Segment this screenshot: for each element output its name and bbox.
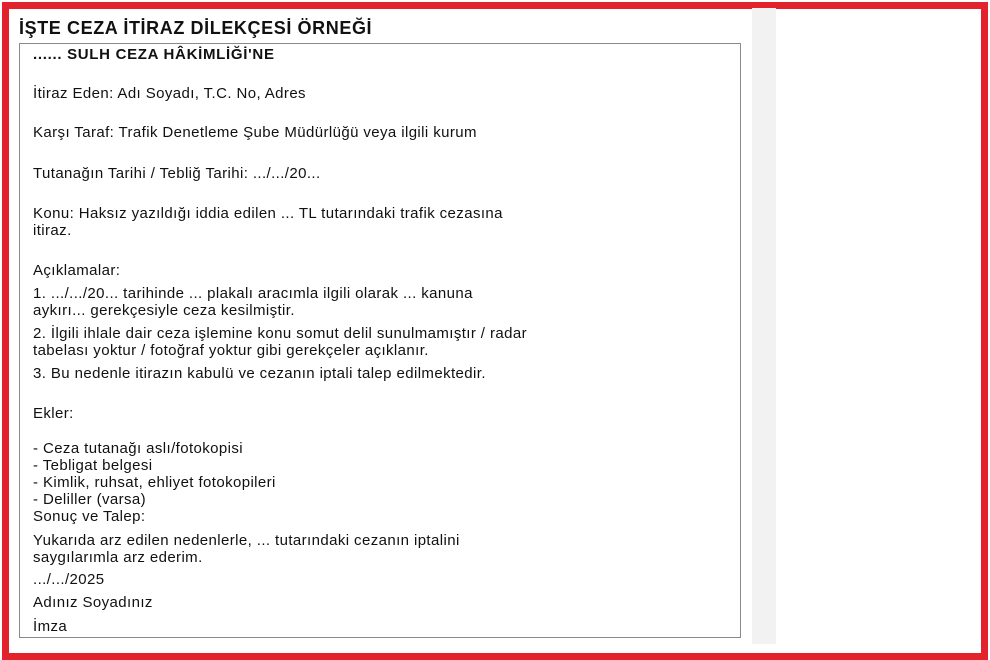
objector-line: İtiraz Eden: Adı Soyadı, T.C. No, Adres bbox=[33, 85, 306, 102]
subject-line-1: Konu: Haksız yazıldığı iddia edilen ... TL tutarındaki trafik cezasına bbox=[33, 205, 503, 222]
side-panel bbox=[752, 8, 776, 644]
conclusion-line-2: saygılarımla arz ederim. bbox=[33, 549, 203, 566]
attachment-item: - Ceza tutanağı aslı/fotokopisi bbox=[33, 440, 244, 457]
petition-document bbox=[19, 43, 741, 638]
explanation-item-1-line-1: 1. .../.../20... tarihinde ... plakalı aracımla ilgili olarak ... kanuna bbox=[33, 285, 473, 302]
date-line: .../.../2025 bbox=[33, 571, 105, 588]
explanation-item-1-line-2: aykırı... gerekçesiyle ceza kesilmiştir. bbox=[33, 302, 295, 319]
explanation-item-2-line-2: tabelası yoktur / fotoğraf yoktur gibi gerekçeler açıklanır. bbox=[33, 342, 429, 359]
explanation-item-2-line-1: 2. İlgili ihlale dair ceza işlemine konu somut delil sunulmamıştır / radar bbox=[33, 325, 527, 342]
name-line: Adınız Soyadınız bbox=[33, 594, 153, 611]
explanations-heading: Açıklamalar: bbox=[33, 262, 121, 279]
counterparty-line: Karşı Taraf: Trafik Denetleme Şube Müdürlüğü veya ilgili kurum bbox=[33, 124, 477, 141]
explanation-item-3: 3. Bu nedenle itirazın kabulü ve cezanın iptali talep edilmektedir. bbox=[33, 365, 486, 382]
signature-line: İmza bbox=[33, 618, 68, 635]
court-address: ...... SULH CEZA HÂKİMLİĞİ'NE bbox=[33, 46, 275, 63]
attachment-item: - Tebligat belgesi bbox=[33, 457, 153, 474]
attachments-heading: Ekler: bbox=[33, 405, 74, 422]
attachment-item: - Deliller (varsa) bbox=[33, 491, 147, 508]
attachment-item: - Kimlik, ruhsat, ehliyet fotokopileri bbox=[33, 474, 276, 491]
subject-line-2: itiraz. bbox=[33, 222, 72, 239]
conclusion-heading: Sonuç ve Talep: bbox=[33, 508, 146, 525]
dates-line: Tutanağın Tarihi / Tebliğ Tarihi: .../.../20... bbox=[33, 165, 321, 182]
page-title: İŞTE CEZA İTİRAZ DİLEKÇESİ ÖRNEĞİ bbox=[19, 18, 373, 38]
conclusion-line-1: Yukarıda arz edilen nedenlerle, ... tutarındaki cezanın iptalini bbox=[33, 532, 460, 549]
